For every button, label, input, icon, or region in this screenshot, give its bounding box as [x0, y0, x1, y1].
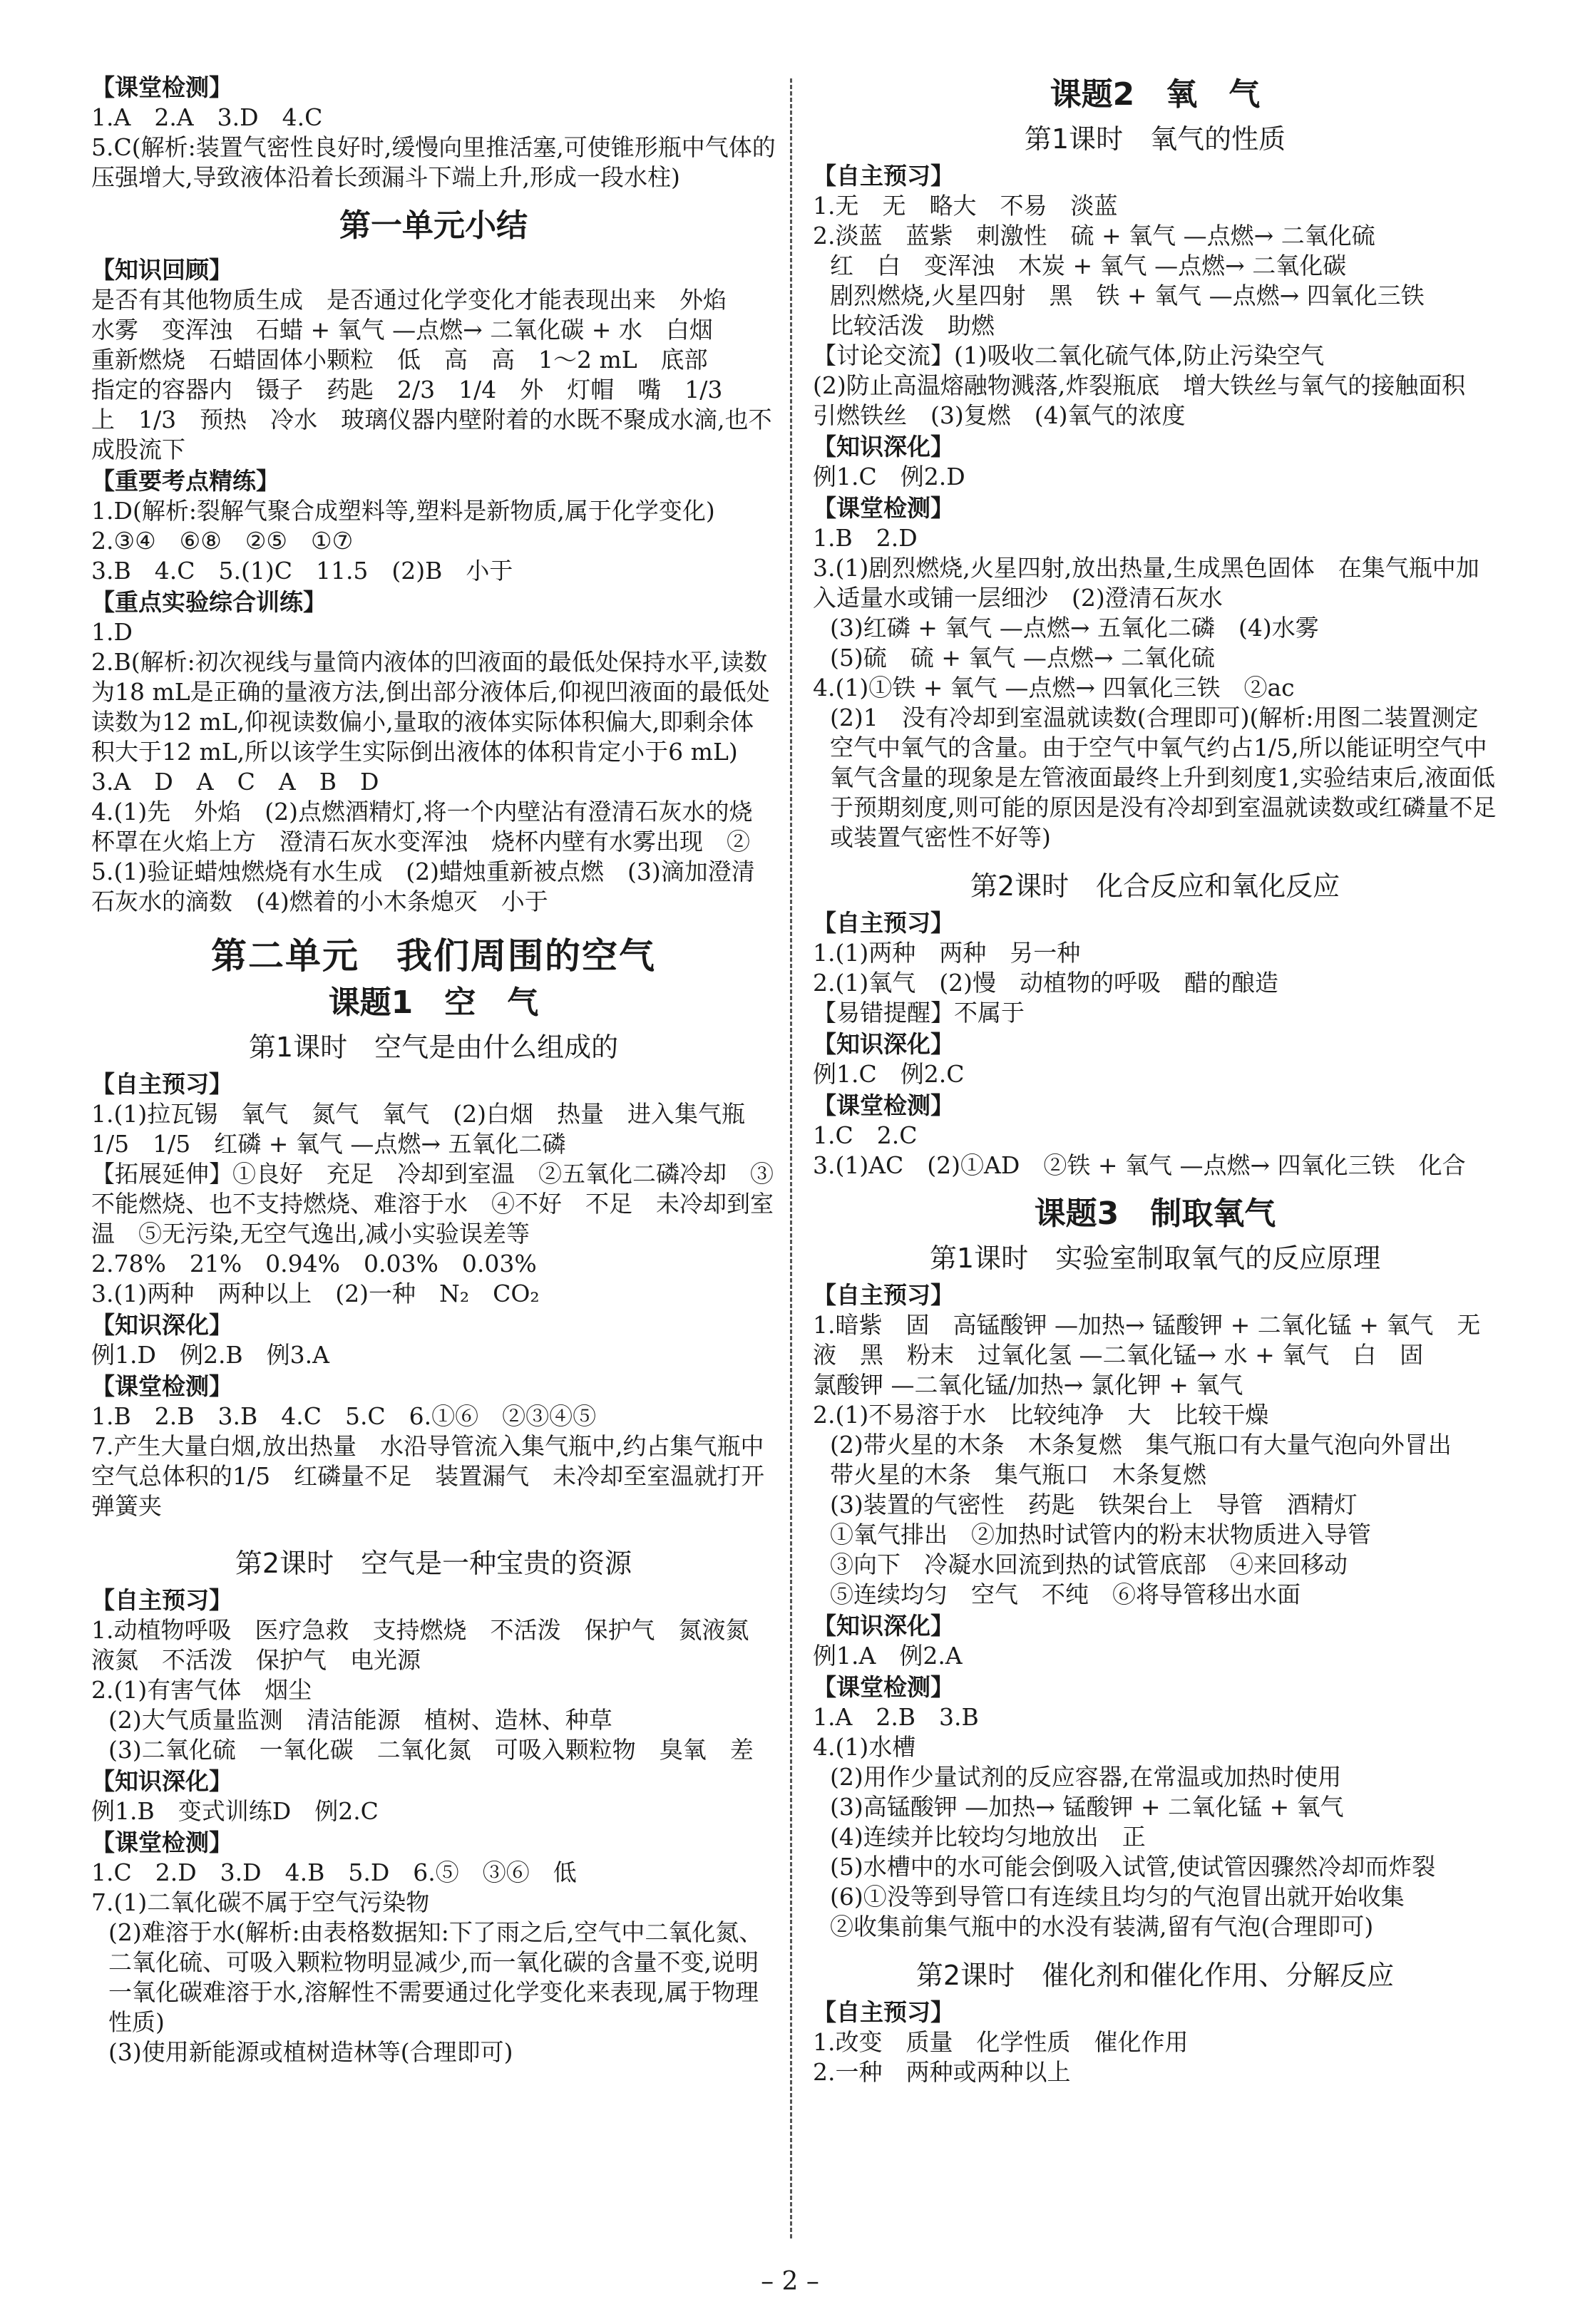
answer-line: 2.(1)有害气体 烟尘	[91, 1676, 312, 1704]
section-heading: 【课堂检测】	[813, 1673, 954, 1701]
answer-line: 指定的容器内 镊子 药匙 2/3 1/4 外 灯帽 嘴 1/3	[91, 376, 723, 403]
answer-line: 【易错提醒】不属于	[813, 999, 1025, 1027]
answer-line: ①氧气排出 ②加热时试管内的粉末状物质进入导管	[830, 1521, 1371, 1548]
answer-line: 5.(1)验证蜡烛燃烧有水生成 (2)蜡烛重新被点燃 (3)滴加澄清石灰水的滴数 (4)燃着的小木条熄灭 小于	[91, 858, 755, 915]
answer-line: 重新燃烧 石蜡固体小颗粒 低 高 高 1～2 mL 底部	[91, 346, 708, 374]
section-heading: 【知识深化】	[813, 433, 954, 461]
answer-line: (4)连续并比较均匀地放出 正	[830, 1823, 1146, 1851]
topic-title: 课题1 空 气	[328, 984, 539, 1021]
section-heading: 【知识回顾】	[91, 256, 232, 284]
answer-line: 7.产生大量白烟,放出热量 水沿导管流入集气瓶中,约占集气瓶中空气总体积的1/5 红磷量不足 装置漏气 未冷却至室温就打开弹簧夹	[91, 1432, 765, 1520]
answer-line: (3)使用新能源或植树造林等(合理即可)	[108, 2038, 513, 2066]
answer-line: 4.(1)先 外焰 (2)点燃酒精灯,将一个内壁沾有澄清石灰水的烧杯罩在火焰上方 澄清石灰水变浑浊 烧杯内壁有水雾出现 ②	[91, 798, 753, 855]
answer-line: 例1.D 例2.B 例3.A	[91, 1341, 329, 1369]
answer-line: 1.(1)拉瓦锡 氧气 氮气 氧气 (2)白烟 热量 进入集气瓶	[91, 1100, 745, 1128]
topic-title: 课题2 氧 气	[1050, 76, 1261, 113]
answer-line: (2)大气质量监测 清洁能源 植树、造林、种草	[108, 1706, 612, 1734]
section-heading: 【自主预习】	[813, 162, 954, 190]
answer-line: 1.D(解析:裂解气聚合成塑料等,塑料是新物质,属于化学变化)	[91, 497, 715, 525]
lesson-title: 第2课时 化合反应和氧化反应	[970, 870, 1340, 902]
answer-line: 2.(1)氧气 (2)慢 动植物的呼吸 醋的酿造	[813, 969, 1278, 997]
section-heading: 【知识深化】	[91, 1767, 232, 1795]
answer-line: 红 白 变浑浊 木炭 + 氧气 —点燃→ 二氧化碳	[830, 252, 1347, 279]
topic-title: 课题3 制取氧气	[1034, 1196, 1276, 1232]
answer-line: 5.C(解析:装置气密性良好时,缓慢向里推活塞,可使锥形瓶中气体的压强增大,导致液体沿着长颈漏斗下端上升,形成一段水柱)	[91, 133, 776, 191]
answer-line: 氯酸钾 —二氧化锰/加热→ 氯化钾 + 氧气	[813, 1371, 1243, 1399]
unit-summary-title: 第一单元小结	[339, 207, 528, 244]
answer-line: 1/5 1/5 红磷 + 氧气 —点燃→ 五氧化二磷	[91, 1130, 566, 1158]
answer-line: 3.(1)剧烈燃烧,火星四射,放出热量,生成黑色固体 在集气瓶中加入适量水或铺一层细沙 (2)澄清石灰水	[813, 554, 1479, 612]
answer-line: (3)高锰酸钾 —加热→ 锰酸钾 + 二氧化锰 + 氧气	[830, 1793, 1344, 1821]
lesson-title: 第2课时 空气是一种宝贵的资源	[235, 1548, 632, 1579]
section-heading: 【课堂检测】	[91, 1372, 232, 1400]
answer-line: 例1.C 例2.D	[813, 463, 965, 490]
answer-line: (6)①没等到导管口有连续且均匀的气泡冒出就开始收集	[830, 1883, 1405, 1911]
left-column	[91, 71, 776, 2067]
column-divider	[790, 78, 792, 2238]
section-heading: 【知识深化】	[91, 1311, 232, 1339]
answer-line: 1.A 2.B 3.B	[813, 1703, 979, 1731]
section-heading: 【自主预习】	[91, 1586, 232, 1614]
lesson-title: 第2课时 催化剂和催化作用、分解反应	[915, 1960, 1395, 1991]
answer-line: 3.(1)AC (2)①AD ②铁 + 氧气 —点燃→ 四氧化三铁 化合	[813, 1151, 1466, 1179]
section-heading: 【自主预习】	[91, 1070, 232, 1098]
section-heading: 【课堂检测】	[91, 73, 232, 101]
answer-line: 是否有其他物质生成 是否通过化学变化才能表现出来 外焰	[91, 286, 727, 314]
answer-line: 1.B 2.B 3.B 4.C 5.C 6.①⑥ ②③④⑤	[91, 1402, 597, 1430]
section-heading: 【重点实验综合训练】	[91, 588, 327, 616]
answer-line: (5)水槽中的水可能会倒吸入试管,使试管因骤然冷却而炸裂	[830, 1853, 1436, 1881]
answer-line: ③向下 冷凝水回流到热的试管底部 ④来回移动	[830, 1551, 1348, 1578]
answer-line: 例1.C 例2.C	[813, 1060, 965, 1088]
answer-line: 上 1/3 预热 冷水 玻璃仪器内壁附着的水既不聚成水滴,也不成股流下	[91, 406, 772, 463]
answer-line: 3.B 4.C 5.(1)C 11.5 (2)B 小于	[91, 557, 513, 585]
answer-line: 2.78% 21% 0.94% 0.03% 0.03%	[91, 1250, 537, 1277]
answer-line: (2)带火星的木条 木条复燃 集气瓶口有大量气泡向外冒出 带火星的木条 集气瓶口 木条复燃	[830, 1431, 1475, 1489]
section-heading: 【自主预习】	[813, 909, 954, 937]
answer-line: 1.暗紫 固 高锰酸钾 —加热→ 锰酸钾 + 二氧化锰 + 氧气 无	[813, 1311, 1481, 1339]
answer-line: 液 黑 粉末 过氧化氢 —二氧化锰→ 水 + 氧气 白 固	[813, 1341, 1424, 1369]
answer-line: (5)硫 硫 + 氧气 —点燃→ 二氧化硫	[830, 644, 1216, 672]
answer-line: 3.(1)两种 两种以上 (2)一种 N₂ CO₂	[91, 1280, 540, 1307]
answer-line: 1.动植物呼吸 医疗急救 支持燃烧 不活泼 保护气 氮液氮 液氮 不活泼 保护气 电光源	[91, 1616, 773, 1674]
section-heading: 【课堂检测】	[813, 1091, 954, 1119]
answer-line: (2)用作少量试剂的反应容器,在常温或加热时使用	[830, 1763, 1342, 1791]
answer-line: 水雾 变浑浊 石蜡 + 氧气 —点燃→ 二氧化碳 + 水 白烟	[91, 316, 713, 344]
answer-line: (3)二氧化硫 一氧化碳 二氧化氮 可吸入颗粒物 臭氧 差	[108, 1736, 754, 1764]
answer-line: 1.D	[91, 618, 133, 646]
section-heading: 【自主预习】	[813, 1998, 954, 2026]
lesson-title: 第1课时 氧气的性质	[1024, 123, 1286, 155]
lesson-title: 第1课时 实验室制取氧气的反应原理	[929, 1243, 1381, 1274]
section-heading: 【知识深化】	[813, 1030, 954, 1058]
answer-line: 比较活泼 助燃	[830, 312, 995, 339]
answer-line: 1.C 2.C	[813, 1121, 918, 1149]
answer-line: 1.(1)两种 两种 另一种	[813, 939, 1081, 967]
answer-line: 1.C 2.D 3.D 4.B 5.D 6.⑤ ③⑥ 低	[91, 1858, 577, 1886]
answer-line: 1.A 2.A 3.D 4.C	[91, 103, 323, 131]
section-heading: 【课堂检测】	[813, 494, 954, 522]
answer-line: (2)难溶于水(解析:由表格数据知:下了雨之后,空气中二氧化氮、二氧化硫、可吸入颗粒物明显减少,而一氧化碳的含量不变,说明一氧化碳难溶于水,溶解性不需要通过化学变化来表现,属于物理性质)	[108, 1918, 763, 2036]
answer-line: ⑤连续均匀 空气 不纯 ⑥将导管移出水面	[830, 1580, 1301, 1608]
answer-line: 例1.B 变式训练D 例2.C	[91, 1797, 379, 1825]
answer-line: (2)防止高温熔融物溅落,炸裂瓶底 增大铁丝与氧气的接触面积 引燃铁丝 (3)复燃 (4)氧气的浓度	[813, 371, 1489, 429]
answer-line: 1.无 无 略大 不易 淡蓝	[813, 192, 1118, 220]
section-heading: 【课堂检测】	[91, 1829, 232, 1856]
answer-line: 【拓展延伸】①良好 充足 冷却到室温 ②五氧化二磷冷却 ③不能燃烧、也不支持燃烧、难溶于水 ④不好 不足 未冷却到室温 ⑤无污染,无空气逸出,减小实验误差等	[91, 1160, 774, 1248]
answer-line: 剧烈燃烧,火星四射 黑 铁 + 氧气 —点燃→ 四氧化三铁	[830, 282, 1425, 309]
section-heading: 【知识深化】	[813, 1612, 954, 1640]
answer-line: (2)1 没有冷却到室温就读数(合理即可)(解析:用图二装置测定空气中氧气的含量。由于空气中氧气约占1/5,所以能证明空气中氧气含量的现象是左管液面最终上升到刻度1,实验结束后,液面低于预期刻度,则可能的原因是没有冷却到室温就读数或红磷量不足或装置气密性不好等)	[830, 704, 1497, 851]
answer-line: 1.改变 质量 化学性质 催化作用	[813, 2028, 1189, 2056]
answer-line: 2.淡蓝 蓝紫 刺激性 硫 + 氧气 —点燃→ 二氧化硫	[813, 222, 1375, 250]
answer-line: 2.(1)不易溶于水 比较纯净 大 比较干燥	[813, 1401, 1269, 1429]
answer-line: 2.③④ ⑥⑧ ②⑤ ①⑦	[91, 527, 354, 555]
lesson-title: 第1课时 空气是由什么组成的	[248, 1032, 619, 1063]
answer-line: 7.(1)二氧化碳不属于空气污染物	[91, 1888, 430, 1916]
section-heading: 【自主预习】	[813, 1281, 954, 1309]
answer-line: 【讨论交流】(1)吸收二氧化硫气体,防止污染空气	[813, 341, 1325, 369]
answer-line: 4.(1)①铁 + 氧气 —点燃→ 四氧化三铁 ②ac	[813, 674, 1295, 701]
answer-line: ②收集前集气瓶中的水没有装满,留有气泡(合理即可)	[830, 1913, 1374, 1940]
answer-line: (3)装置的气密性 药匙 铁架台上 导管 酒精灯	[830, 1491, 1358, 1518]
section-heading: 【重要考点精练】	[91, 467, 279, 495]
right-column	[813, 71, 1497, 2087]
answer-line: 2.B(解析:初次视线与量筒内液体的凹液面的最低处保持水平,读数为18 mL是正确的量液方法,倒出部分液体后,仰视凹液面的最低处读数为12 mL,仰视读数偏小,量取的液体实际体积偏大,即剩余体积大于12 mL,所以该学生实际倒出液体的体积肯定小于6 mL)	[91, 648, 770, 766]
answer-line: 例1.A 例2.A	[813, 1642, 963, 1670]
page-number: – 2 –	[761, 2267, 819, 2296]
answer-line: 2.一种 两种或两种以上	[813, 2058, 1071, 2086]
answer-line: 4.(1)水槽	[813, 1733, 916, 1761]
unit-title: 第二单元 我们周围的空气	[211, 935, 656, 977]
answer-line: (3)红磷 + 氧气 —点燃→ 五氧化二磷 (4)水雾	[830, 614, 1319, 642]
answer-line: 3.A D A C A B D	[91, 768, 379, 796]
answer-line: 1.B 2.D	[813, 524, 918, 552]
